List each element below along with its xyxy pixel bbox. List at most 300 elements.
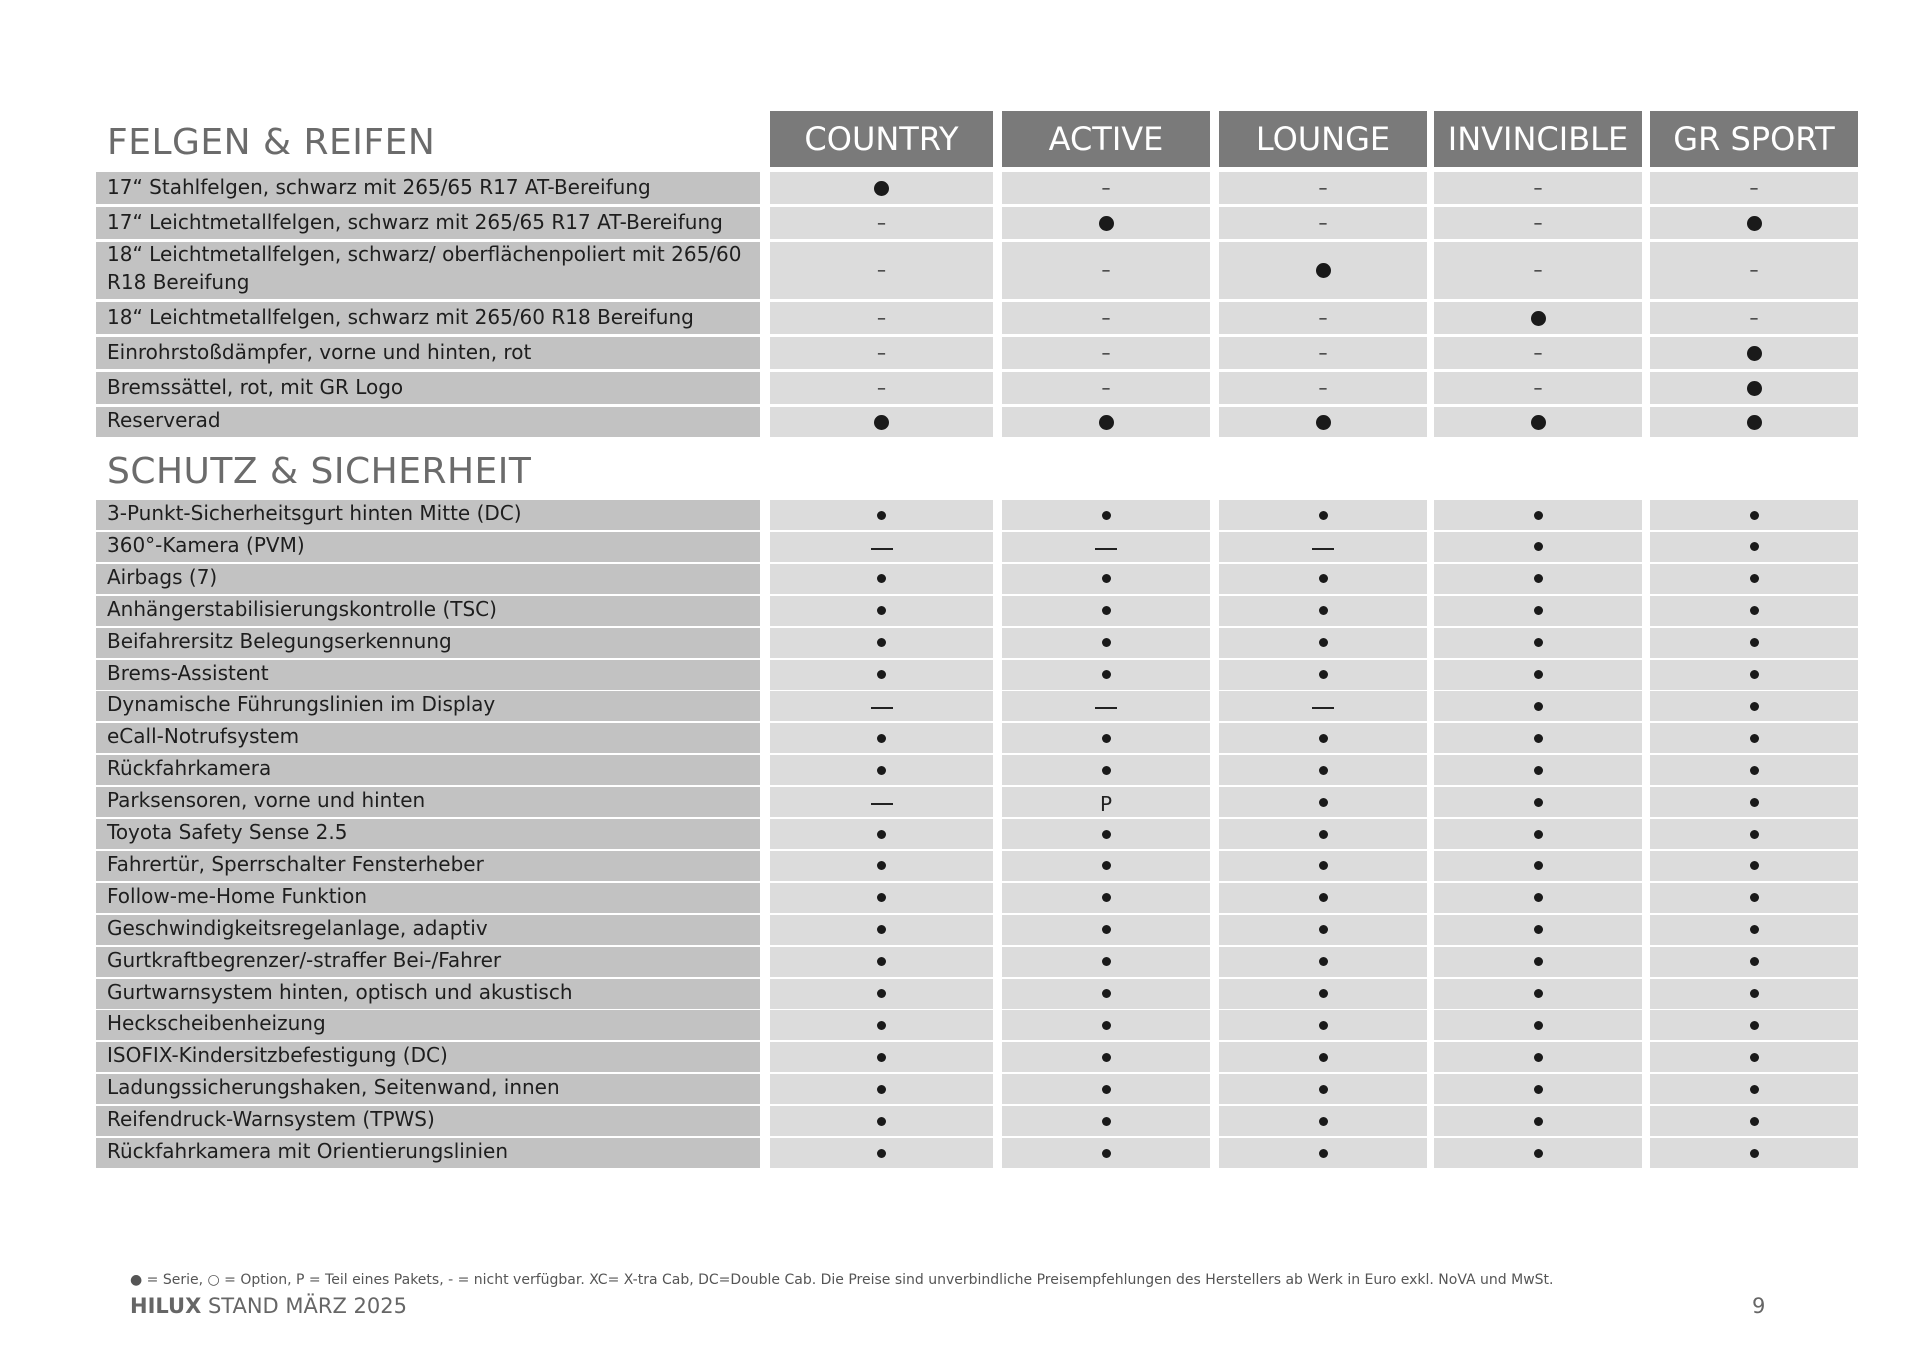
availability-cell-gr-sport <box>1650 915 1858 945</box>
feature-label: Rückfahrkamera <box>96 755 760 785</box>
feature-label: Beifahrersitz Belegungserkennung <box>96 628 760 658</box>
availability-cell-active <box>1002 819 1210 849</box>
availability-cell-lounge <box>1219 407 1427 437</box>
availability-cell-invincible <box>1434 172 1642 204</box>
table-row <box>0 532 1920 562</box>
table-row <box>0 628 1920 658</box>
standard-dot-icon <box>1534 734 1543 743</box>
table-row <box>0 207 1920 239</box>
standard-dot-icon <box>1319 670 1328 679</box>
feature-label: eCall-Notrufsystem <box>96 723 760 753</box>
availability-cell-gr-sport <box>1650 691 1858 721</box>
availability-cell-country <box>770 532 993 562</box>
standard-dot-icon <box>1319 861 1328 870</box>
feature-label: Fahrertür, Sperrschalter Fensterheber <box>96 851 760 881</box>
standard-dot-icon <box>1102 606 1111 615</box>
feature-label: Follow-me-Home Funktion <box>96 883 760 913</box>
standard-dot-icon <box>1319 1021 1328 1030</box>
standard-dot-icon <box>1534 1149 1543 1158</box>
table-row <box>0 596 1920 626</box>
standard-dot-icon <box>1534 861 1543 870</box>
availability-cell-invincible <box>1434 915 1642 945</box>
availability-cell-active <box>1002 915 1210 945</box>
availability-cell-country <box>770 172 993 204</box>
availability-cell-gr-sport <box>1650 500 1858 530</box>
column-header-gr-sport: GR SPORT <box>1650 111 1858 167</box>
availability-cell-country <box>770 500 993 530</box>
availability-cell-country <box>770 407 993 437</box>
availability-cell-active <box>1002 532 1210 562</box>
standard-dot-icon <box>1750 702 1759 711</box>
availability-cell-active <box>1002 172 1210 204</box>
not-available-dash: – <box>1318 307 1328 329</box>
availability-cell-gr-sport <box>1650 407 1858 437</box>
not-available-dash <box>1095 707 1117 709</box>
standard-dot-icon <box>1747 216 1762 231</box>
availability-cell-invincible <box>1434 500 1642 530</box>
standard-dot-icon <box>1534 638 1543 647</box>
availability-cell-gr-sport <box>1650 532 1858 562</box>
availability-cell-active <box>1002 564 1210 594</box>
standard-dot-icon <box>877 861 886 870</box>
table-row <box>0 819 1920 849</box>
availability-cell-lounge <box>1219 947 1427 977</box>
availability-cell-active <box>1002 1042 1210 1072</box>
feature-label: Heckscheibenheizung <box>96 1010 760 1040</box>
feature-label: 17“ Leichtmetallfelgen, schwarz mit 265/65 R17 AT-Bereifung <box>96 207 760 239</box>
availability-cell-lounge <box>1219 883 1427 913</box>
availability-cell-invincible <box>1434 207 1642 239</box>
standard-dot-icon <box>1319 766 1328 775</box>
availability-cell-country <box>770 691 993 721</box>
standard-dot-icon <box>1750 925 1759 934</box>
table-row <box>0 755 1920 785</box>
standard-dot-icon <box>1750 638 1759 647</box>
standard-dot-icon <box>1750 574 1759 583</box>
standard-dot-icon <box>1750 1149 1759 1158</box>
footer-brand: HILUX <box>130 1294 202 1318</box>
availability-cell-lounge <box>1219 723 1427 753</box>
availability-cell-gr-sport <box>1650 172 1858 204</box>
standard-dot-icon <box>1102 1053 1111 1062</box>
standard-dot-icon <box>1750 542 1759 551</box>
availability-cell-lounge <box>1219 691 1427 721</box>
standard-dot-icon <box>1534 766 1543 775</box>
standard-dot-icon <box>1750 830 1759 839</box>
availability-cell-lounge <box>1219 337 1427 369</box>
not-available-dash: – <box>1533 342 1543 364</box>
standard-dot-icon <box>1319 989 1328 998</box>
standard-dot-icon <box>1102 670 1111 679</box>
feature-label: Gurtwarnsystem hinten, optisch und akustisch <box>96 979 760 1009</box>
availability-cell-active <box>1002 1138 1210 1168</box>
not-available-dash: – <box>1533 212 1543 234</box>
availability-cell-active <box>1002 979 1210 1009</box>
availability-cell-country <box>770 372 993 404</box>
table-row <box>0 979 1920 1009</box>
not-available-dash: – <box>1101 177 1111 199</box>
availability-cell-gr-sport <box>1650 979 1858 1009</box>
standard-dot-icon <box>1750 893 1759 902</box>
feature-label: Airbags (7) <box>96 564 760 594</box>
table-row <box>0 787 1920 817</box>
availability-cell-invincible <box>1434 564 1642 594</box>
standard-dot-icon <box>877 1117 886 1126</box>
availability-cell-active <box>1002 302 1210 334</box>
not-available-dash: – <box>1318 177 1328 199</box>
standard-dot-icon <box>877 766 886 775</box>
footer-stand: STAND MÄRZ 2025 <box>207 1294 407 1318</box>
availability-cell-invincible <box>1434 407 1642 437</box>
standard-dot-icon <box>1534 606 1543 615</box>
availability-cell-country <box>770 787 993 817</box>
standard-dot-icon <box>1534 511 1543 520</box>
not-available-dash: – <box>877 307 886 329</box>
availability-cell-active <box>1002 407 1210 437</box>
not-available-dash: – <box>877 260 886 281</box>
availability-cell-lounge <box>1219 172 1427 204</box>
standard-dot-icon <box>1319 1149 1328 1158</box>
standard-dot-icon <box>1750 1117 1759 1126</box>
availability-cell-gr-sport <box>1650 660 1858 690</box>
standard-dot-icon <box>1102 957 1111 966</box>
standard-dot-icon <box>1102 638 1111 647</box>
availability-cell-active <box>1002 851 1210 881</box>
availability-cell-gr-sport <box>1650 1106 1858 1136</box>
standard-dot-icon <box>877 734 886 743</box>
table-row <box>0 564 1920 594</box>
feature-label: ISOFIX-Kindersitzbefestigung (DC) <box>96 1042 760 1072</box>
availability-cell-country <box>770 723 993 753</box>
standard-dot-icon <box>1316 263 1331 278</box>
table-row <box>0 1138 1920 1168</box>
not-available-dash: – <box>1533 177 1543 199</box>
availability-cell-active <box>1002 628 1210 658</box>
availability-cell-lounge <box>1219 1042 1427 1072</box>
feature-label: Geschwindigkeitsregelanlage, adaptiv <box>96 915 760 945</box>
availability-cell-gr-sport <box>1650 883 1858 913</box>
table-row <box>0 915 1920 945</box>
page-number: 9 <box>1752 1294 1766 1318</box>
availability-cell-invincible <box>1434 979 1642 1009</box>
standard-dot-icon <box>1531 311 1546 326</box>
standard-dot-icon <box>1319 734 1328 743</box>
feature-label: Brems-Assistent <box>96 660 760 690</box>
availability-cell-country <box>770 915 993 945</box>
not-available-dash: – <box>1749 307 1759 329</box>
standard-dot-icon <box>1750 670 1759 679</box>
standard-dot-icon <box>1102 989 1111 998</box>
table-row <box>0 660 1920 690</box>
standard-dot-icon <box>1531 415 1546 430</box>
standard-dot-icon <box>877 1085 886 1094</box>
table-row <box>0 242 1920 299</box>
availability-cell-lounge <box>1219 979 1427 1009</box>
table-row <box>0 172 1920 204</box>
standard-dot-icon <box>1319 511 1328 520</box>
availability-cell-country <box>770 1074 993 1104</box>
feature-label: Anhängerstabilisierungskontrolle (TSC) <box>96 596 760 626</box>
availability-cell-active <box>1002 947 1210 977</box>
standard-dot-icon <box>1102 925 1111 934</box>
standard-dot-icon <box>877 830 886 839</box>
standard-dot-icon <box>1750 957 1759 966</box>
availability-cell-country <box>770 302 993 334</box>
availability-cell-invincible <box>1434 628 1642 658</box>
availability-cell-gr-sport <box>1650 242 1858 299</box>
availability-cell-lounge <box>1219 660 1427 690</box>
section-title-schutz-sicherheit: SCHUTZ & SICHERHEIT <box>107 451 532 492</box>
standard-dot-icon <box>877 511 886 520</box>
availability-cell-invincible <box>1434 1042 1642 1072</box>
standard-dot-icon <box>877 606 886 615</box>
standard-dot-icon <box>1534 542 1543 551</box>
availability-cell-invincible <box>1434 1010 1642 1040</box>
table-row <box>0 1106 1920 1136</box>
availability-cell-lounge <box>1219 755 1427 785</box>
not-available-dash: – <box>1101 377 1111 399</box>
column-header-active: ACTIVE <box>1002 111 1210 167</box>
table-row <box>0 691 1920 721</box>
availability-cell-lounge <box>1219 787 1427 817</box>
standard-dot-icon <box>1534 574 1543 583</box>
standard-dot-icon <box>1319 638 1328 647</box>
availability-cell-gr-sport <box>1650 819 1858 849</box>
standard-dot-icon <box>1319 1085 1328 1094</box>
availability-cell-active <box>1002 207 1210 239</box>
availability-cell-lounge <box>1219 915 1427 945</box>
availability-cell-invincible <box>1434 947 1642 977</box>
table-row <box>0 1042 1920 1072</box>
availability-cell-country <box>770 660 993 690</box>
standard-dot-icon <box>1319 1117 1328 1126</box>
availability-cell-active <box>1002 242 1210 299</box>
standard-dot-icon <box>877 925 886 934</box>
feature-label: 3-Punkt-Sicherheitsgurt hinten Mitte (DC) <box>96 500 760 530</box>
availability-cell-country <box>770 947 993 977</box>
feature-label: Toyota Safety Sense 2.5 <box>96 819 760 849</box>
not-available-dash: – <box>1533 260 1543 281</box>
section-title-felgen-reifen: FELGEN & REIFEN <box>107 122 436 163</box>
availability-cell-country <box>770 596 993 626</box>
standard-dot-icon <box>1750 734 1759 743</box>
availability-cell-lounge <box>1219 1106 1427 1136</box>
standard-dot-icon <box>1750 989 1759 998</box>
availability-cell-active <box>1002 1106 1210 1136</box>
feature-label: Dynamische Führungslinien im Display <box>96 691 760 721</box>
standard-dot-icon <box>1534 670 1543 679</box>
standard-dot-icon <box>1750 798 1759 807</box>
standard-dot-icon <box>877 893 886 902</box>
standard-dot-icon <box>877 957 886 966</box>
feature-label: Parksensoren, vorne und hinten <box>96 787 760 817</box>
standard-dot-icon <box>1316 415 1331 430</box>
standard-dot-icon <box>1750 1053 1759 1062</box>
not-available-dash: – <box>1533 377 1543 399</box>
not-available-dash <box>1312 707 1334 709</box>
column-header-lounge: LOUNGE <box>1219 111 1427 167</box>
standard-dot-icon <box>1750 766 1759 775</box>
availability-cell-country <box>770 755 993 785</box>
standard-dot-icon <box>1319 574 1328 583</box>
standard-dot-icon <box>877 1149 886 1158</box>
not-available-dash: – <box>877 212 886 234</box>
not-available-dash: – <box>1101 342 1111 364</box>
availability-cell-active <box>1002 1074 1210 1104</box>
availability-cell-active <box>1002 337 1210 369</box>
table-row <box>0 883 1920 913</box>
availability-cell-gr-sport <box>1650 564 1858 594</box>
availability-cell-invincible <box>1434 787 1642 817</box>
availability-cell-lounge <box>1219 500 1427 530</box>
not-available-dash: – <box>1318 342 1328 364</box>
availability-cell-country <box>770 564 993 594</box>
standard-dot-icon <box>1534 925 1543 934</box>
table-row <box>0 500 1920 530</box>
standard-dot-icon <box>1534 798 1543 807</box>
standard-dot-icon <box>1747 381 1762 396</box>
availability-cell-invincible <box>1434 1106 1642 1136</box>
availability-cell-gr-sport <box>1650 596 1858 626</box>
availability-cell-invincible <box>1434 819 1642 849</box>
availability-cell-lounge <box>1219 596 1427 626</box>
not-available-dash: – <box>877 377 886 399</box>
standard-dot-icon <box>1099 415 1114 430</box>
not-available-dash <box>871 707 893 709</box>
availability-cell-lounge <box>1219 372 1427 404</box>
availability-cell-gr-sport <box>1650 207 1858 239</box>
feature-label: Ladungssicherungshaken, Seitenwand, innen <box>96 1074 760 1104</box>
standard-dot-icon <box>1099 216 1114 231</box>
standard-dot-icon <box>874 181 889 196</box>
standard-dot-icon <box>877 638 886 647</box>
standard-dot-icon <box>1102 1021 1111 1030</box>
standard-dot-icon <box>1534 702 1543 711</box>
availability-cell-invincible <box>1434 660 1642 690</box>
standard-dot-icon <box>1319 1053 1328 1062</box>
availability-cell-lounge <box>1219 1074 1427 1104</box>
availability-cell-invincible <box>1434 596 1642 626</box>
standard-dot-icon <box>1102 830 1111 839</box>
availability-cell-invincible <box>1434 723 1642 753</box>
table-row <box>0 723 1920 753</box>
standard-dot-icon <box>877 1021 886 1030</box>
availability-cell-gr-sport <box>1650 947 1858 977</box>
standard-dot-icon <box>1534 957 1543 966</box>
not-available-dash: – <box>1749 260 1759 281</box>
availability-cell-lounge <box>1219 242 1427 299</box>
standard-dot-icon <box>1319 957 1328 966</box>
availability-cell-active <box>1002 660 1210 690</box>
availability-cell-gr-sport <box>1650 1074 1858 1104</box>
table-row <box>0 372 1920 404</box>
availability-cell-invincible <box>1434 532 1642 562</box>
standard-dot-icon <box>1102 893 1111 902</box>
availability-cell-active <box>1002 787 1210 817</box>
not-available-dash: – <box>877 342 886 364</box>
standard-dot-icon <box>1319 606 1328 615</box>
standard-dot-icon <box>1319 893 1328 902</box>
standard-dot-icon <box>1102 1085 1111 1094</box>
not-available-dash <box>1312 548 1334 550</box>
availability-cell-lounge <box>1219 628 1427 658</box>
not-available-dash: – <box>1318 377 1328 399</box>
availability-cell-gr-sport <box>1650 1138 1858 1168</box>
availability-cell-lounge <box>1219 851 1427 881</box>
standard-dot-icon <box>1102 861 1111 870</box>
availability-cell-invincible <box>1434 851 1642 881</box>
feature-label: Reifendruck-Warnsystem (TPWS) <box>96 1106 760 1136</box>
availability-cell-gr-sport <box>1650 787 1858 817</box>
availability-cell-lounge <box>1219 1010 1427 1040</box>
standard-dot-icon <box>1534 1021 1543 1030</box>
availability-cell-country <box>770 1042 993 1072</box>
footer-title <box>130 1294 407 1318</box>
availability-cell-gr-sport <box>1650 1010 1858 1040</box>
availability-cell-invincible <box>1434 691 1642 721</box>
table-row <box>0 851 1920 881</box>
feature-label: Rückfahrkamera mit Orientierungslinien <box>96 1138 760 1168</box>
not-available-dash: – <box>1101 260 1111 281</box>
availability-cell-gr-sport <box>1650 302 1858 334</box>
table-row <box>0 1074 1920 1104</box>
feature-label: 18“ Leichtmetallfelgen, schwarz mit 265/60 R18 Bereifung <box>96 302 760 334</box>
availability-cell-lounge <box>1219 532 1427 562</box>
availability-cell-gr-sport <box>1650 372 1858 404</box>
not-available-dash <box>871 803 893 805</box>
availability-cell-active <box>1002 596 1210 626</box>
standard-dot-icon <box>1102 734 1111 743</box>
availability-cell-country <box>770 851 993 881</box>
standard-dot-icon <box>1747 346 1762 361</box>
availability-cell-active <box>1002 883 1210 913</box>
availability-cell-gr-sport <box>1650 851 1858 881</box>
standard-dot-icon <box>1102 574 1111 583</box>
availability-cell-country <box>770 1138 993 1168</box>
standard-dot-icon <box>1750 1085 1759 1094</box>
not-available-dash: – <box>1749 177 1759 199</box>
standard-dot-icon <box>1534 1085 1543 1094</box>
standard-dot-icon <box>1102 511 1111 520</box>
availability-cell-invincible <box>1434 372 1642 404</box>
availability-cell-lounge <box>1219 564 1427 594</box>
feature-label: Bremssättel, rot, mit GR Logo <box>96 372 760 404</box>
availability-cell-invincible <box>1434 1074 1642 1104</box>
availability-cell-country <box>770 1010 993 1040</box>
feature-label: Reserverad <box>96 407 760 437</box>
availability-cell-gr-sport <box>1650 1042 1858 1072</box>
not-available-dash <box>1095 548 1117 550</box>
standard-dot-icon <box>1534 1117 1543 1126</box>
standard-dot-icon <box>1750 861 1759 870</box>
availability-cell-active <box>1002 723 1210 753</box>
availability-cell-country <box>770 819 993 849</box>
standard-dot-icon <box>877 989 886 998</box>
availability-cell-lounge <box>1219 302 1427 334</box>
column-header-country: COUNTRY <box>770 111 993 167</box>
feature-label: Gurtkraftbegrenzer/-straffer Bei-/Fahrer <box>96 947 760 977</box>
standard-dot-icon <box>877 574 886 583</box>
availability-cell-gr-sport <box>1650 755 1858 785</box>
availability-cell-invincible <box>1434 755 1642 785</box>
availability-cell-invincible <box>1434 302 1642 334</box>
standard-dot-icon <box>1319 925 1328 934</box>
table-row <box>0 302 1920 334</box>
not-available-dash: – <box>1318 212 1328 234</box>
standard-dot-icon <box>1534 1053 1543 1062</box>
feature-label: 17“ Stahlfelgen, schwarz mit 265/65 R17 AT-Bereifung <box>96 172 760 204</box>
standard-dot-icon <box>1319 830 1328 839</box>
